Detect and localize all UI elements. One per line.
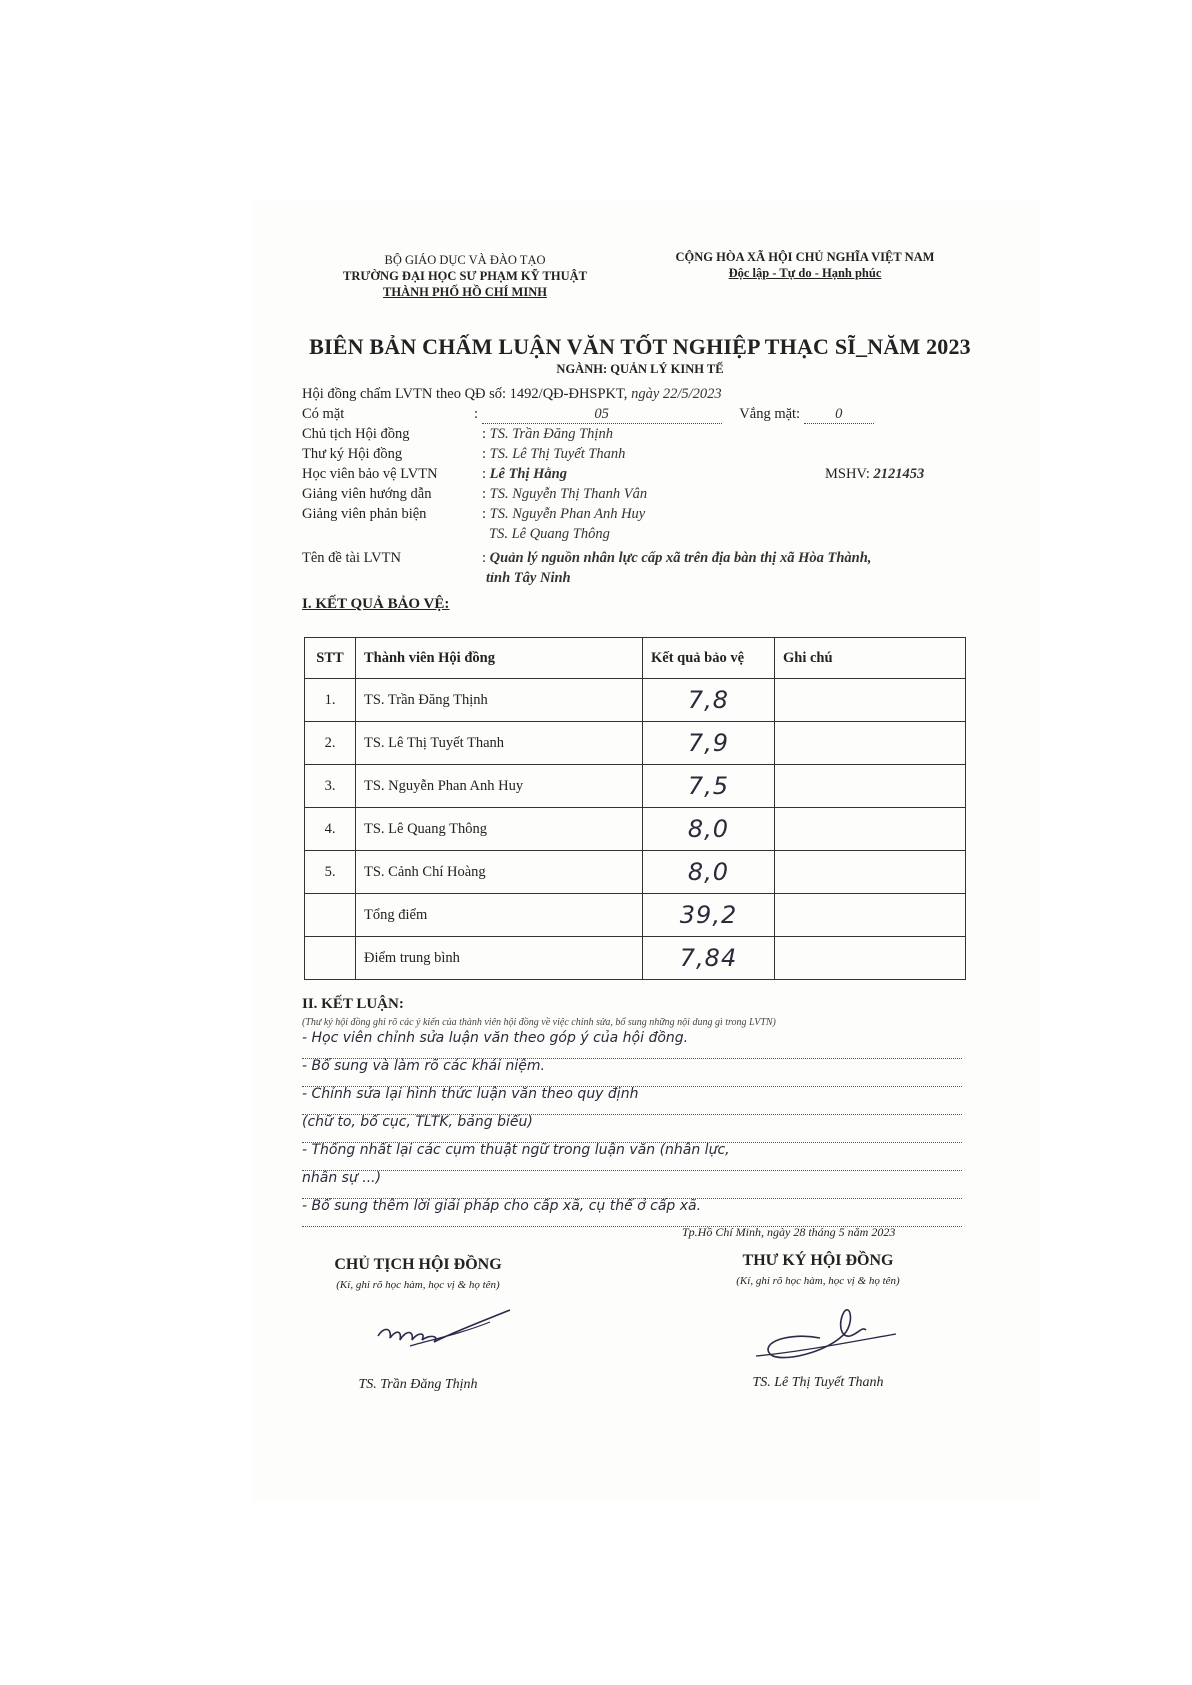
row-note <box>775 851 966 894</box>
row-stt: 3. <box>305 765 356 808</box>
results-table <box>304 637 966 980</box>
advisor-label: Giảng viên hướng dẫn <box>302 486 432 502</box>
university-name: TRƯỜNG ĐẠI HỌC SƯ PHẠM KỸ THUẬT <box>343 269 587 283</box>
topic-line-2: tỉnh Tây Ninh <box>486 570 571 586</box>
row-member: TS. Trần Đăng Thịnh <box>356 679 643 722</box>
student-id-line <box>825 466 924 483</box>
secretary-signature-instruction: (Kí, ghi rõ học hàm, học vị & họ tên) <box>736 1275 900 1287</box>
row-note <box>775 679 966 722</box>
topic-line-1: Quản lý nguồn nhân lực cấp xã trên địa bàn thị xã Hòa Thành, <box>489 550 872 566</box>
secretary-signature-name: TS. Lê Thị Tuyết Thanh <box>752 1375 884 1390</box>
row-score: 8,0 <box>643 851 775 894</box>
row-member: TS. Lê Quang Thông <box>356 808 643 851</box>
absent-value: 0 <box>804 406 874 424</box>
conclusion-line: - Chỉnh sửa lại hình thức luận văn theo quy định <box>302 1086 962 1115</box>
advisor-line: Giảng viên hướng dẫn : TS. Nguyễn Thị Thanh Vân <box>302 486 648 502</box>
major-line: NGÀNH: QUẢN LÝ KINH TẾ <box>556 362 724 376</box>
council-label: Hội đồng chấm LVTN theo QĐ số: 1492/QĐ-ĐHSPKT, <box>302 386 628 402</box>
reviewer-label: Giảng viên phản biện <box>302 506 427 522</box>
reviewer-2-line <box>489 526 610 543</box>
secretary-signature-title: THƯ KÝ HỘI ĐỒNG <box>742 1252 894 1269</box>
row-member: TS. Lê Thị Tuyết Thanh <box>356 722 643 765</box>
national-motto: Độc lập - Tự do - Hạnh phúc <box>728 266 882 280</box>
council-date: ngày 22/5/2023 <box>631 386 722 402</box>
chair-signature-name: TS. Trần Đăng Thịnh <box>358 1377 478 1392</box>
city-name: THÀNH PHỐ HỒ CHÍ MINH <box>383 285 547 299</box>
secretary-signature-icon <box>750 1292 900 1372</box>
table-row <box>305 679 966 722</box>
table-row <box>305 808 966 851</box>
header-member: Thành viên Hội đồng <box>356 638 643 679</box>
student-value: Lê Thị Hằng <box>489 466 567 482</box>
topic-line-2-wrap <box>486 570 571 587</box>
total-row <box>305 894 966 937</box>
conclusion-line: - Bổ sung và làm rõ các khái niệm. <box>302 1058 962 1087</box>
chair-value: TS. Trần Đăng Thịnh <box>489 426 613 442</box>
reviewer-1: TS. Nguyễn Phan Anh Huy <box>489 506 646 522</box>
advisor-value: TS. Nguyễn Thị Thanh Vân <box>489 486 648 502</box>
chair-signature-instruction: (Kí, ghi rõ học hàm, học vị & họ tên) <box>336 1279 500 1291</box>
ministry-name: BỘ GIÁO DỤC VÀ ĐÀO TẠO <box>384 253 546 267</box>
table-header-row <box>305 638 966 679</box>
secretary-line: Thư ký Hội đồng : TS. Lê Thị Tuyết Thanh <box>302 446 626 462</box>
conclusion-line: - Học viên chỉnh sửa luận văn theo góp ý của hội đồng. <box>302 1030 962 1059</box>
chair-signature-icon <box>370 1300 520 1360</box>
attendance-line: Có mặt : 05 Vắng mặt: 0 <box>302 406 874 424</box>
row-member: TS. Cảnh Chí Hoàng <box>356 851 643 894</box>
conclusion-line: (chữ to, bố cục, TLTK, bảng biểu) <box>302 1114 962 1143</box>
table-row <box>305 851 966 894</box>
row-note <box>775 722 966 765</box>
topic-label: Tên đề tài LVTN <box>302 550 401 566</box>
conclusion-line: - Bổ sung thêm lời giải pháp cho cấp xã, cụ thể ở cấp xã. <box>302 1198 962 1227</box>
header-stt: STT <box>305 638 356 679</box>
row-note <box>775 808 966 851</box>
student-id: 2121453 <box>873 466 925 482</box>
chair-line: Chủ tịch Hội đồng : TS. Trần Đăng Thịnh <box>302 426 613 442</box>
total-note-empty <box>775 894 966 937</box>
section-results-heading: I. KẾT QUẢ BẢO VỆ: <box>302 596 450 612</box>
republic-header <box>640 249 970 281</box>
total-value: 39,2 <box>643 894 775 937</box>
secretary-label: Thư ký Hội đồng <box>302 446 403 462</box>
row-stt: 5. <box>305 851 356 894</box>
signing-date: Tp.Hồ Chí Minh, ngày 28 tháng 5 năm 2023 <box>682 1225 896 1239</box>
row-score: 8,0 <box>643 808 775 851</box>
header-score: Kết quả bảo vệ <box>643 638 775 679</box>
row-score: 7,8 <box>643 679 775 722</box>
student-id-label: MSHV: <box>825 466 870 482</box>
total-stt-empty <box>305 894 356 937</box>
document-title: BIÊN BẢN CHẤM LUẬN VĂN TỐT NGHIỆP THẠC SĨ_NĂM 2023 <box>309 334 971 359</box>
average-value: 7,84 <box>643 937 775 980</box>
chair-signature-title: CHỦ TỊCH HỘI ĐỒNG <box>334 1256 502 1273</box>
average-row <box>305 937 966 980</box>
chair-label: Chủ tịch Hội đồng <box>302 426 410 442</box>
republic-name: CỘNG HÒA XÃ HỘI CHỦ NGHĨA VIỆT NAM <box>675 250 935 264</box>
issuer-header <box>300 252 630 300</box>
total-label: Tổng điểm <box>356 894 643 937</box>
student-label: Học viên bảo vệ LVTN <box>302 466 438 482</box>
conclusion-instruction: (Thư ký hội đồng ghi rõ các ý kiến của thành viên hội đồng về việc chỉnh sửa, bổ sung những nội dung gì trong LVTN) <box>302 1017 776 1028</box>
table-row <box>305 722 966 765</box>
row-stt: 1. <box>305 679 356 722</box>
present-label: Có mặt <box>302 406 345 422</box>
row-score: 7,5 <box>643 765 775 808</box>
average-label: Điểm trung bình <box>356 937 643 980</box>
conclusion-line: nhân sự ...) <box>302 1170 962 1199</box>
table-row <box>305 765 966 808</box>
average-note-empty <box>775 937 966 980</box>
header-note: Ghi chú <box>775 638 966 679</box>
council-decision-line <box>302 386 722 403</box>
absent-label: Vắng mặt: <box>739 406 801 422</box>
average-stt-empty <box>305 937 356 980</box>
row-stt: 2. <box>305 722 356 765</box>
row-note <box>775 765 966 808</box>
present-value: 05 <box>482 406 722 424</box>
secretary-value: TS. Lê Thị Tuyết Thanh <box>489 446 626 462</box>
topic-line: Tên đề tài LVTN : Quản lý nguồn nhân lực cấp xã trên địa bàn thị xã Hòa Thành, <box>302 550 872 566</box>
row-stt: 4. <box>305 808 356 851</box>
reviewer-2: TS. Lê Quang Thông <box>489 526 610 542</box>
row-member: TS. Nguyễn Phan Anh Huy <box>356 765 643 808</box>
student-line: Học viên bảo vệ LVTN : Lê Thị Hằng <box>302 466 567 482</box>
conclusion-line: - Thống nhất lại các cụm thuật ngữ trong luận văn (nhân lực, <box>302 1142 962 1171</box>
section-conclusion-heading: II. KẾT LUẬN: <box>302 996 404 1012</box>
row-score: 7,9 <box>643 722 775 765</box>
reviewer-line: Giảng viên phản biện : TS. Nguyễn Phan Anh Huy <box>302 506 646 522</box>
